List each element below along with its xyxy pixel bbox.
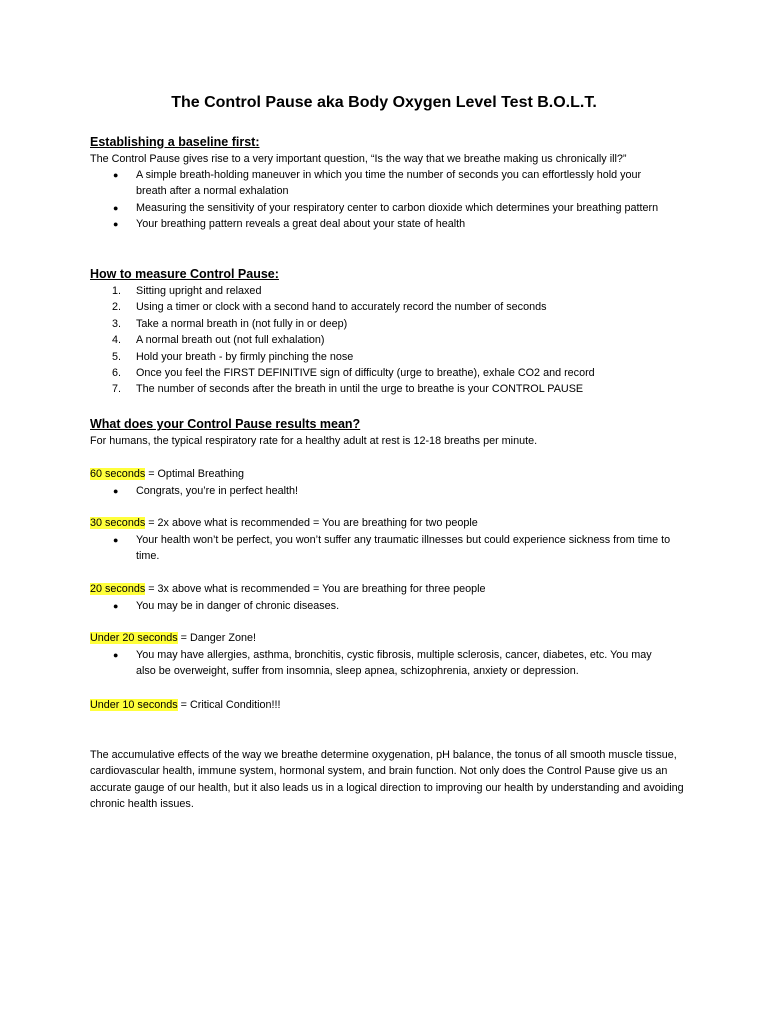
result-under-20-seconds [90,630,690,646]
result-description: = 3x above what is recommended = You are breathing for three people [145,583,486,595]
section-heading-baseline: Establishing a baseline first: [90,135,260,149]
list-item [90,532,690,565]
result-description: = Danger Zone! [177,632,256,644]
results-intro: For humans, the typical respiratory rate for a healthy adult at rest is 12-18 breaths per minute. [90,435,538,447]
step-text: Once you feel the FIRST DEFINITIVE sign of difficulty (urge to breathe), exhale CO2 and record [136,367,595,380]
bullet-icon: ● [113,219,119,230]
result-under-20-bullet-list [90,647,690,680]
list-item [90,349,690,365]
list-item [90,647,690,680]
list-item [90,316,690,332]
bullet-icon: ● [113,601,119,611]
result-30-bullet-list [90,532,690,565]
step-text: Using a timer or clock with a second hand to accurately record the number of seconds [136,301,547,314]
highlight-label: Under 10 seconds [90,699,178,711]
result-20-bullet-list [90,598,690,614]
list-item-text: You may have allergies, asthma, bronchitis, cystic fibrosis, multiple sclerosis, cancer, diabetes, etc. You may also be overweight, suffer from insomnia, sleep apnea, schizophrenia, anxiety or depression. [136,649,652,678]
list-item [90,598,690,614]
highlight-label: 60 seconds [90,468,146,480]
highlight-label: 30 seconds [90,517,146,529]
section-heading-results: What does your Control Pause results mean? [90,417,361,431]
result-60-seconds [90,466,690,482]
list-item [90,283,690,299]
step-number: 5. [112,350,122,363]
highlight-label: Under 20 seconds [90,632,178,644]
document-title: The Control Pause aka Body Oxygen Level Test B.O.L.T. [171,94,597,111]
step-text: The number of seconds after the breath in until the urge to breathe is your CONTROL PAUSE [136,383,584,396]
list-item [90,200,690,216]
highlight-label: 20 seconds [90,583,146,595]
list-item-text: Your breathing pattern reveals a great deal about your state of health [136,218,466,231]
baseline-bullet-list [90,167,690,233]
result-20-seconds [90,581,690,597]
section-heading-measure: How to measure Control Pause: [90,267,279,281]
result-description: = 2x above what is recommended = You are breathing for two people [145,517,478,529]
result-30-seconds [90,515,690,531]
bullet-icon: ● [113,486,119,496]
list-item [90,167,690,200]
step-number: 3. [112,317,122,330]
step-number: 6. [112,367,122,380]
step-text: Take a normal breath in (not fully in or deep) [136,317,348,330]
list-item-text: Measuring the sensitivity of your respiratory center to carbon dioxide which determines your breathing pattern [136,201,659,214]
list-item [90,483,690,499]
bullet-icon: ● [113,650,119,660]
list-item-text: A simple breath-holding maneuver in which you time the number of seconds you can effortlessly hold your breath after a normal exhalation [136,169,642,198]
baseline-intro: The Control Pause gives rise to a very important question, “Is the way that we breathe making us chronically ill?” [90,153,627,165]
result-description: = Optimal Breathing [145,468,244,480]
result-description: = Critical Condition!!! [177,699,281,711]
step-number: 2. [112,301,122,314]
bullet-icon: ● [113,202,119,213]
result-under-10-seconds [90,697,690,713]
list-item [90,365,690,381]
step-text: Sitting upright and relaxed [136,285,262,297]
bullet-icon: ● [113,170,119,180]
step-text: A normal breath out (not full exhalation) [136,334,325,347]
closing-paragraph: The accumulative effects of the way we breathe determine oxygenation, pH balance, the tonus of all smooth muscle tissue, cardiovascular health, immune system, hormonal system, and brain function. Not only does the Control Pause give us an accurate gauge of our health, but it also leads us in a logical direction to improving our health by understanding and avoiding chronic health issues. [90,749,684,811]
step-number: 7. [112,383,122,396]
list-item [90,299,690,315]
measure-step-list [90,283,690,398]
list-item-text: Congrats, you’re in perfect health! [136,485,299,497]
bullet-icon: ● [113,535,119,545]
step-text: Hold your breath - by firmly pinching the nose [136,350,354,363]
step-number: 1. [112,285,122,297]
list-item [90,216,690,232]
step-number: 4. [112,334,122,347]
list-item [90,332,690,348]
list-item-text: Your health won’t be perfect, you won’t suffer any traumatic illnesses but could experience sickness from time to time. [136,534,671,563]
list-item-text: You may be in danger of chronic diseases. [136,600,340,612]
result-60-bullet-list [90,483,690,499]
list-item [90,381,690,397]
